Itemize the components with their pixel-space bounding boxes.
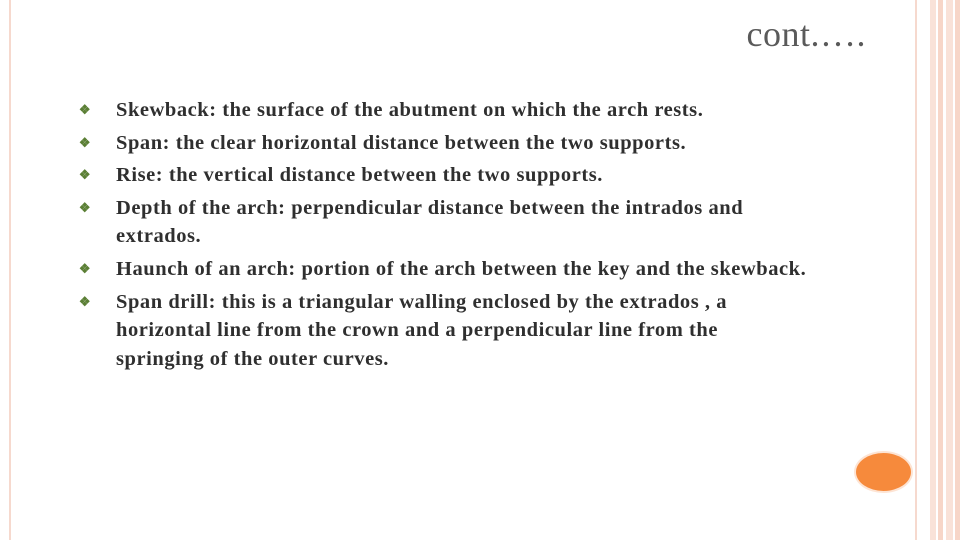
list-item-text: Span drill: this is a triangular walling enclosed by the extrados , a horizontal line from the crown and a perpendicular line from the springing of the outer curves. — [116, 290, 728, 370]
list-item-text: Depth of the arch: perpendicular distance between the intrados and extrados. — [116, 196, 744, 248]
list-item-text: Span: the clear horizontal distance between the two supports. — [116, 131, 687, 154]
checkmark-arrow-bullet-icon: ❖ — [78, 199, 92, 215]
list-item — [78, 129, 808, 158]
list-item — [78, 161, 808, 190]
decorative-stripes — [927, 0, 960, 540]
checkmark-arrow-bullet-icon: ❖ — [78, 134, 92, 150]
bullet-list — [78, 96, 808, 377]
list-item — [78, 255, 808, 284]
checkmark-arrow-bullet-icon: ❖ — [78, 260, 92, 276]
list-item — [78, 96, 808, 125]
list-item-text: Haunch of an arch: portion of the arch between the key and the skewback. — [116, 257, 807, 280]
slide-title: cont.…. — [746, 14, 866, 54]
checkmark-arrow-bullet-icon: ❖ — [78, 167, 92, 183]
decorative-orange-circle — [854, 451, 913, 493]
checkmark-arrow-bullet-icon: ❖ — [78, 293, 92, 309]
checkmark-arrow-bullet-icon: ❖ — [78, 102, 92, 117]
list-item-text: Rise: the vertical distance between the two supports. — [116, 164, 603, 187]
list-item-text: Skewback: the surface of the abutment on which the arch rests. — [116, 99, 704, 121]
list-item — [78, 288, 808, 374]
list-item — [78, 194, 808, 251]
